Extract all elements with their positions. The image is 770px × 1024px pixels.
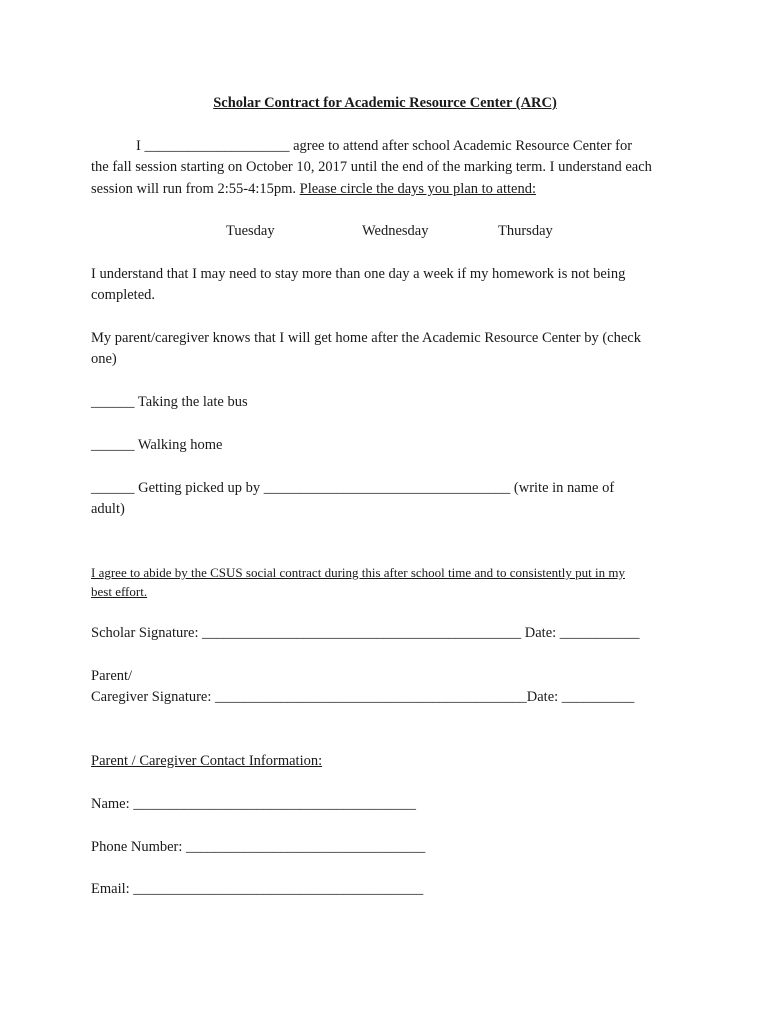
option-late-bus[interactable]: ______ Taking the late bus xyxy=(91,394,248,410)
agreement-line-1: I agree to abide by the CSUS social contract during this after school time and to consistently put in my xyxy=(91,565,625,580)
intro-line-1 xyxy=(136,136,632,156)
intro-pronoun: I xyxy=(136,138,141,154)
day-wednesday[interactable]: Wednesday xyxy=(362,223,429,239)
homework-note-line-2: completed. xyxy=(91,287,156,303)
intro-line-3 xyxy=(91,179,536,199)
homework-note-line-1: I understand that I may need to stay more than one day a week if my homework is not being xyxy=(91,266,626,282)
session-time-text: session will run from 2:55-4:15pm. xyxy=(91,181,300,197)
scholar-signature-field[interactable]: Scholar Signature: ____________________________________________ Date: ___________ xyxy=(91,625,640,641)
parent-label: Parent/ xyxy=(91,668,133,684)
transport-prompt-line-2: one) xyxy=(91,351,117,367)
transport-prompt-line-1: My parent/caregiver knows that I will get home after the Academic Resource Center by (check xyxy=(91,330,641,346)
contact-phone-field[interactable]: Phone Number: _________________________________ xyxy=(91,839,426,855)
caregiver-signature-field[interactable]: Caregiver Signature: ___________________________________________Date: __________ xyxy=(91,689,635,705)
days-row xyxy=(0,221,770,241)
contact-email-field[interactable]: Email: ________________________________________ xyxy=(91,881,424,897)
intro-line-2: the fall session starting on October 10, 2017 until the end of the marking term. I understand each xyxy=(91,159,652,175)
page-title: Scholar Contract for Academic Resource Center (ARC) xyxy=(213,95,557,111)
intro-line-1-text: agree to attend after school Academic Resource Center for xyxy=(293,138,633,154)
circle-days-instruction: Please circle the days you plan to attend: xyxy=(299,181,536,197)
day-thursday[interactable]: Thursday xyxy=(498,223,553,239)
day-tuesday[interactable]: Tuesday xyxy=(226,223,275,239)
contact-name-field[interactable]: Name: _______________________________________ xyxy=(91,796,417,812)
option-picked-up-line-2: adult) xyxy=(91,501,125,517)
option-walking-home[interactable]: ______ Walking home xyxy=(91,437,223,453)
contact-heading: Parent / Caregiver Contact Information: xyxy=(91,753,323,769)
agreement-line-2: best effort. xyxy=(91,584,148,599)
option-picked-up[interactable]: ______ Getting picked up by __________________________________ (write in name of xyxy=(91,480,615,496)
scholar-name-blank[interactable]: ____________________ xyxy=(144,138,290,154)
